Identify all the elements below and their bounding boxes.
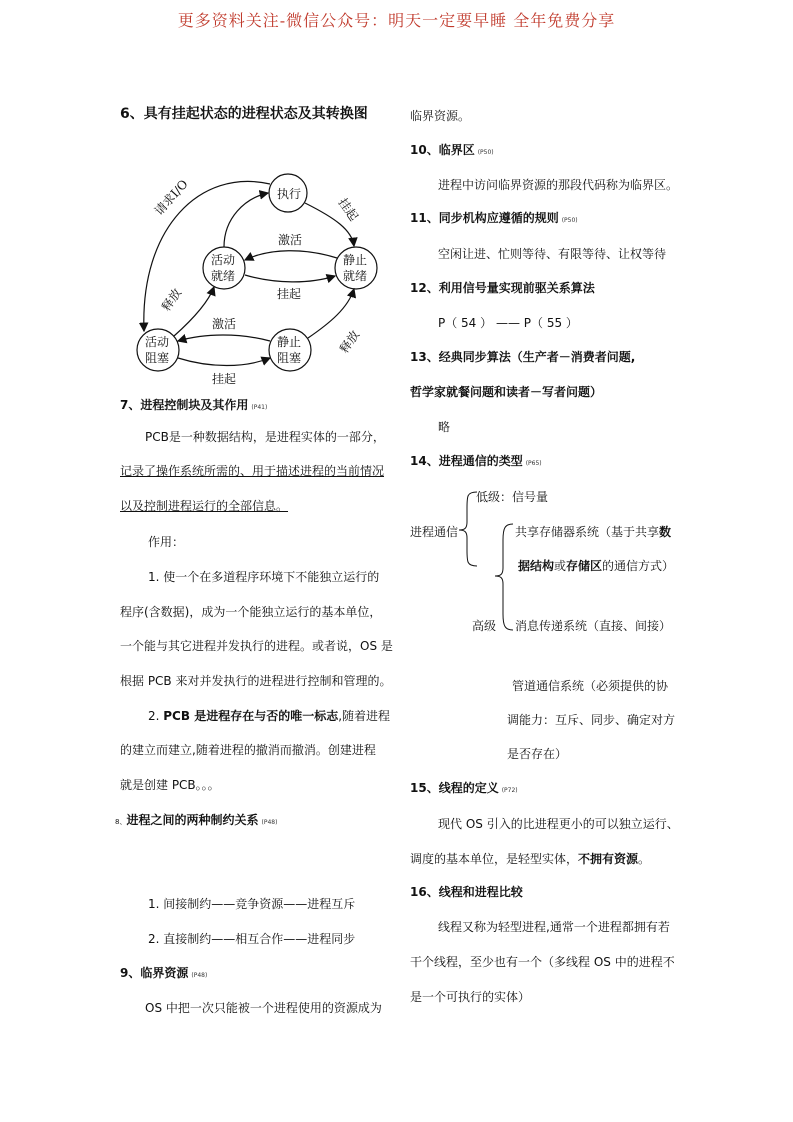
tree-shm-line1: 共享存储器系统（基于共享数 <box>515 525 672 539</box>
section-11-title: 11、同步机构应遵循的规则 (P50) <box>410 211 578 225</box>
s16-para-line: 干个线程，至少也有一个（多线程 OS 中的进程不 <box>410 955 675 969</box>
state-label: 执行 <box>277 187 302 201</box>
tree-pipe-line: 是否存在） <box>507 747 568 761</box>
s15-para-line: 调度的基本单位，是轻型实体，不拥有资源。 <box>410 852 651 866</box>
tree-shm-line2: 据结构或存储区的通信方式） <box>518 559 675 573</box>
section-7-title: 7、进程控制块及其作用 (P41) <box>120 398 268 412</box>
arrow-activate-bottom <box>178 335 270 341</box>
s7-role-label: 作用： <box>148 535 185 549</box>
s7-item-line: 就是创建 PCB。。。 <box>120 778 220 792</box>
s9-para: OS 中把一次只能被一个进程使用的资源成为 <box>145 1001 382 1015</box>
arrow-suspend-ready <box>245 275 335 282</box>
left-column <box>120 96 388 386</box>
s16-para-line: 线程又称为轻型进程,通常一个进程都拥有若 <box>438 920 670 934</box>
s7-item-line: 一个能与其它进程并发执行的进程。或者说，OS 是 <box>120 639 393 653</box>
communication-tree-braces <box>455 488 515 638</box>
s8-item: 2. 直接制约——相互合作——进程同步 <box>148 932 356 946</box>
s7-para-line: PCB是一种数据结构，是进程实体的一部分， <box>145 430 385 444</box>
s7-para-line: 记录了操作系统所需的、用于描述进程的当前情况 <box>120 464 385 478</box>
state-label: 静止 <box>277 335 302 349</box>
s12-para: P（ 54 ） —— P（ 55 ） <box>438 316 578 330</box>
state-label: 就绪 <box>343 269 368 283</box>
state-label: 阻塞 <box>277 351 302 365</box>
s7-para-line: 以及控制进程运行的全部信息。 <box>120 499 289 513</box>
tree-high-level: 高级 <box>472 619 497 633</box>
section-15-title: 15、线程的定义 (P72) <box>410 781 518 795</box>
s7-item2-line: 2. PCB 是进程存在与否的唯一标志,随着进程 <box>148 709 391 723</box>
s7-item-line: 的建立而建立,随着进程的撤消而撤消。创建进程 <box>120 743 376 757</box>
arrow-suspend-blocked <box>178 358 270 366</box>
section-13-title-line1: 13、经典同步算法（生产者－消费者问题, <box>410 350 636 364</box>
arrow-release-right <box>308 289 354 338</box>
s8-item: 1. 间接制约——竞争资源——进程互斥 <box>148 897 356 911</box>
s15-para-line: 现代 OS 引入的比进程更小的可以独立运行、 <box>438 817 679 831</box>
s16-para-line: 是一个可执行的实体） <box>410 990 531 1004</box>
section-9-title: 9、临界资源 (P48) <box>120 966 208 980</box>
tree-message-passing: 消息传递系统（直接、间接） <box>515 619 672 633</box>
edge-label: 挂起 <box>212 372 237 386</box>
section-8-title: 8、进程之间的两种制约关系 (P48) <box>115 813 278 827</box>
section-16-title: 16、线程和进程比较 <box>410 885 523 899</box>
edge-label: 激活 <box>278 233 303 247</box>
edge-label: 请求I/O <box>151 176 191 219</box>
tree-low-level: 低级：信号量 <box>476 490 549 504</box>
edge-label: 挂起 <box>277 287 302 301</box>
state-label: 活动 <box>145 335 170 349</box>
tree-pipe-line: 管道通信系统（必须提供的协 <box>512 679 669 693</box>
page-header-banner: 更多资料关注-微信公众号：明天一定要早睡 全年免费分享 <box>177 11 616 30</box>
arrow-ready-to-running <box>224 193 268 247</box>
section-10-title: 10、临界区 (P50) <box>410 143 494 157</box>
process-state-diagram <box>120 148 390 386</box>
state-label: 就绪 <box>211 269 236 283</box>
edge-label: 挂起 <box>335 195 361 224</box>
arrow-activate-top <box>245 251 337 260</box>
s13-para: 略 <box>438 420 451 434</box>
state-label: 阻塞 <box>145 351 170 365</box>
edge-label: 释放 <box>158 286 185 314</box>
s7-item-line: 程序(含数据)，成为一个能独立运行的基本单位， <box>120 605 382 619</box>
s11-para: 空闲让进、忙则等待、有限等待、让权等待 <box>438 247 667 261</box>
s9-continuation: 临界资源。 <box>410 109 471 123</box>
section-12-title: 12、利用信号量实现前驱关系算法 <box>410 281 595 295</box>
section-6-title: 6、具有挂起状态的进程状态及其转换图 <box>120 106 368 122</box>
tree-pipe-line: 调能力：互斥、同步、确定对方 <box>507 713 676 727</box>
state-label: 静止 <box>343 253 368 267</box>
s10-para: 进程中访问临界资源的那段代码称为临界区。 <box>438 178 679 192</box>
section-14-title: 14、进程通信的类型 (P65) <box>410 454 542 468</box>
edge-label: 释放 <box>336 328 363 356</box>
s7-item-line: 1. 使一个在多道程序环境下不能独立运行的 <box>148 570 380 584</box>
state-label: 活动 <box>211 253 236 267</box>
section-13-title-line2: 哲学家就餐问题和读者－写者问题） <box>410 385 603 399</box>
tree-root: 进程通信 <box>410 525 459 539</box>
s7-item-line: 根据 PCB 来对并发执行的进程进行控制和管理的。 <box>120 674 392 688</box>
edge-label: 激活 <box>212 317 237 331</box>
